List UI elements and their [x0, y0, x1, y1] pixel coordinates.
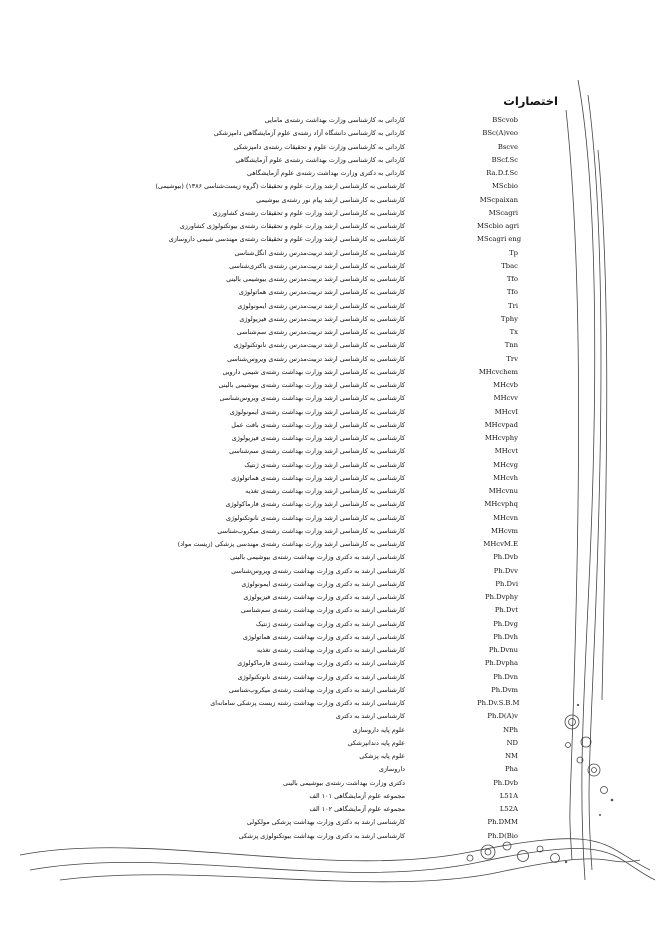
abbreviation-row [100, 194, 560, 207]
abbreviation-row [100, 220, 560, 233]
abbreviation-row [100, 671, 560, 684]
abbreviation-code: NM [505, 752, 518, 760]
abbreviation-row [100, 445, 560, 458]
abbreviation-row [100, 525, 560, 538]
abbreviation-code: Bscve [497, 142, 518, 151]
abbreviation-row [100, 578, 560, 591]
abbreviation-row [100, 631, 560, 644]
abbreviation-code: Ph.Dv.S.B.M [477, 699, 520, 707]
abbreviation-code: Tfo [506, 275, 518, 283]
abbreviation-definition: مجموعه علوم آزمایشگاهی ۱۰۱ الف [309, 791, 405, 800]
abbreviation-row [100, 207, 560, 220]
abbreviation-definition: کارشناسی به کارشناسی ارشد تربیت‌مدرس رشته‌ی بیوشیمی بالینی [226, 275, 405, 283]
abbreviation-row [100, 127, 560, 140]
abbreviation-definition: کارشناسی ارشد به دکتری وزارت بهداشت رشته‌ی سم‌شناسی [240, 606, 405, 615]
abbreviation-definition: کارشناسی به کارشناسی ارشد وزارت علوم و تحقیقات (گروه زیست‌شناسی ۱۳۸۶) (بیوشیمی) [155, 182, 405, 191]
abbreviation-definition: کارشناسی ارشد به دکتری وزارت بهداشت رشته‌ی بیوشیمی بالینی [230, 553, 405, 562]
abbreviation-definition: کارشناسی به کارشناسی ارشد وزارت بهداشت رشته‌ی ایمونولوژی [229, 407, 405, 416]
abbreviation-row [100, 472, 560, 485]
abbreviation-definition: کارشناسی به کارشناسی ارشد وزارت بهداشت رشته‌ی نانوتکنولوژی [226, 513, 405, 522]
abbreviation-row [100, 353, 560, 366]
abbreviation-code: BScvob [492, 116, 518, 124]
abbreviation-definition: کارشناسی ارشد به دکتری وزارت بهداشت بیوتکنولوژی پزشکی [238, 831, 405, 840]
abbreviation-row [100, 565, 560, 578]
abbreviation-code: Ph.Dvm [491, 685, 518, 694]
abbreviation-row [100, 604, 560, 617]
abbreviation-row [100, 498, 560, 511]
abbreviation-definition: داروسازی [378, 765, 405, 774]
abbreviation-definition: کارشناسی ارشد به دکتری وزارت بهداشت رشته‌ی نانوتکنولوژی [237, 672, 405, 681]
abbreviation-definition: کارشناسی به کارشناسی ارشد وزارت بهداشت رشته‌ی سم‌شناسی [229, 447, 405, 456]
abbreviation-row [100, 180, 560, 193]
abbreviation-definition: کارشناسی ارشد به دکتری وزارت بهداشت رشته زیست پزشکی سامانه‌ای [210, 699, 405, 707]
abbreviation-code: MHcvphq [484, 500, 518, 509]
abbreviation-row [100, 167, 560, 180]
abbreviation-code: Ph.Dvt [494, 606, 518, 615]
abbreviation-code: Ph.Dvphy [485, 593, 518, 601]
abbreviation-row [100, 803, 560, 816]
abbreviation-definition: کارشناسی به کارشناسی ارشد تربیت‌مدرس رشته‌ی سم‌شناسی [236, 328, 405, 336]
abbreviation-code: Tp [509, 248, 518, 257]
abbreviation-definition: کاردانی به کارشناسی دانشگاه آزاد رشته‌ی علوم آزمایشگاهی دامپزشکی [213, 129, 405, 138]
abbreviation-row [100, 273, 560, 286]
abbreviation-row [100, 339, 560, 352]
abbreviation-code: Ph.D(A)v [487, 712, 518, 721]
abbreviation-definition: کارشناسی به کارشناسی ارشد وزارت بهداشت رشته‌ی فیزیولوژی [231, 434, 405, 442]
abbreviation-code: Ph.D(Bio [487, 831, 518, 840]
abbreviation-code: MHcvt [494, 447, 518, 456]
abbreviation-definition: کارشناسی ارشد به دکتری وزارت بهداشت رشته‌ی تغذیه [256, 646, 405, 654]
abbreviation-code: MScagri [488, 208, 518, 217]
abbreviation-code: Ph.Dvv [493, 566, 518, 575]
abbreviation-definition: کارشناسی به کارشناسی ارشد تربیت‌مدرس رشته‌ی نانوتکنولوژی [233, 341, 405, 350]
abbreviation-code: Ph.Dvi [495, 579, 518, 588]
abbreviation-code: Ph.Dvb [493, 778, 518, 787]
abbreviation-definition: کارشناسی به کارشناسی ارشد پیام نور رشته‌ی بیوشیمی [256, 195, 405, 204]
abbreviation-code: MScpaixan [479, 195, 518, 204]
abbreviation-row [100, 247, 560, 260]
abbreviation-row [100, 485, 560, 498]
abbreviation-row [100, 777, 560, 790]
abbreviation-definition: کاردانی به کارشناسی وزارت بهداشت رشته‌ی علوم آزمایشگاهی [235, 155, 405, 164]
abbreviation-code: Tx [509, 328, 518, 336]
abbreviation-code: Ph.DMM [487, 818, 518, 827]
abbreviation-definition: کارشناسی ارشد به دکتری وزارت بهداشت رشته‌ی ایمونولوژی [241, 579, 405, 588]
abbreviation-definition: کارشناسی به کارشناسی ارشد تربیت‌مدرس رشته‌ی ایمونولوژی [237, 301, 405, 310]
abbreviation-code: Ph.Dvb [493, 553, 518, 562]
abbreviation-row [100, 141, 560, 154]
abbreviation-row [100, 286, 560, 299]
abbreviation-code: MHcvnu [488, 487, 518, 495]
abbreviation-code: Trv [506, 354, 518, 363]
abbreviation-code: Tfo [506, 288, 518, 297]
abbreviation-row [100, 790, 560, 803]
abbreviation-definition: کارشناسی به کارشناسی ارشد تربیت‌مدرس رشته‌ی فیزیولوژی [239, 314, 405, 323]
abbreviation-row [100, 684, 560, 697]
abbreviation-definition: کارشناسی به کارشناسی ارشد تربیت‌مدرس رشته‌ی انگل‌شناسی [234, 248, 405, 257]
abbreviation-code: MHcvn [493, 513, 518, 522]
abbreviation-code: ND [506, 738, 518, 747]
abbreviation-code: BSc(A)veo [482, 129, 518, 138]
abbreviation-row [100, 816, 560, 829]
abbreviation-list [100, 114, 560, 843]
abbreviation-definition: کارشناسی به کارشناسی ارشد وزارت بهداشت رشته‌ی ویروس‌شناسی [219, 394, 405, 403]
abbreviation-code: MHcvphy [484, 434, 518, 442]
abbreviation-row [100, 763, 560, 776]
abbreviation-definition: کارشناسی ارشد به دکتری وزارت بهداشت رشته‌ی میکروب‌شناسی [228, 685, 405, 694]
abbreviation-row [100, 260, 560, 273]
abbreviation-code: MScagri eng [477, 235, 522, 244]
abbreviation-code: MHcvv [493, 394, 518, 403]
abbreviation-code: MHcvg [493, 460, 518, 469]
abbreviation-definition: کارشناسی به کارشناسی ارشد وزارت علوم و تحقیقات رشته‌ی مهندسی شیمی داروسازی [168, 235, 405, 244]
abbreviation-definition: کارشناسی به کارشناسی ارشد تربیت‌مدرس رشته‌ی هماتولوژی [238, 288, 405, 297]
abbreviation-definition: کارشناسی به کارشناسی ارشد وزارت بهداشت رشته‌ی شیمی دارویی [222, 367, 405, 376]
abbreviation-definition: کارشناسی ارشد به دکتری [335, 712, 405, 721]
abbreviation-code: Ph.Dvg [493, 619, 518, 628]
abbreviation-row [100, 750, 560, 763]
abbreviation-row [100, 419, 560, 432]
abbreviation-row [100, 233, 560, 246]
abbreviation-code: MHcvpad [484, 420, 518, 429]
abbreviation-definition: کارشناسی به کارشناسی ارشد وزارت علوم و تحقیقات رشته‌ی بیوتکنولوژی کشاورزی [179, 222, 405, 230]
abbreviation-definition: کارشناسی به کارشناسی ارشد وزارت بهداشت رشته‌ی میکروب‌شناسی [217, 526, 405, 535]
abbreviation-row [100, 644, 560, 657]
abbreviation-row [100, 830, 560, 843]
abbreviation-row [100, 551, 560, 564]
abbreviation-definition: کارشناسی به کارشناسی ارشد وزارت بهداشت رشته‌ی فارماکولوژی [225, 500, 405, 509]
abbreviation-definition: کارشناسی ارشد به دکتری وزارت بهداشت رشته‌ی فیزیولوژی [243, 593, 405, 601]
abbreviation-row [100, 538, 560, 551]
abbreviation-row [100, 313, 560, 326]
abbreviation-definition: کارشناسی به کارشناسی ارشد وزارت علوم و تحقیقات رشته‌ی کشاورزی [212, 208, 405, 217]
abbreviation-code: MHcvm [491, 526, 518, 535]
abbreviation-code: NPh [503, 725, 518, 734]
abbreviation-definition: کاردانی به کارشناسی وزارت علوم و تحقیقات رشته‌ی دامپزشکی [233, 142, 405, 151]
abbreviation-row [100, 618, 560, 631]
abbreviation-row [100, 154, 560, 167]
abbreviation-definition: کارشناسی به کارشناسی ارشد وزارت بهداشت رشته‌ی ژنتیک [244, 460, 405, 469]
abbreviation-code: Tbac [501, 261, 518, 270]
abbreviation-definition: کارشناسی به کارشناسی ارشد وزارت بهداشت رشته‌ی هماتولوژی [231, 473, 405, 482]
abbreviation-row [100, 697, 560, 710]
abbreviation-row [100, 432, 560, 445]
abbreviation-code: MHcvchem [478, 367, 518, 376]
abbreviation-definition: کارشناسی ارشد به دکتری وزارت بهداشت رشته‌ی فارماکولوژی [237, 659, 405, 668]
abbreviation-row [100, 591, 560, 604]
abbreviation-row [100, 366, 560, 379]
abbreviation-code: L52A [499, 805, 518, 813]
abbreviation-definition: کارشناسی به کارشناسی ارشد تربیت‌مدرس رشته‌ی ویروس‌شناسی [227, 354, 405, 363]
abbreviation-code: Tnn [504, 341, 518, 350]
abbreviation-code: Pha [504, 765, 518, 774]
abbreviation-definition: دکتری وزارت بهداشت رشته‌ی بیوشیمی بالینی [282, 778, 405, 787]
abbreviation-definition: کارشناسی به کارشناسی ارشد وزارت بهداشت رشته‌ی تغذیه [245, 487, 405, 495]
abbreviation-code: MScbio [491, 182, 518, 191]
abbreviation-code: Ph.Dvnu [488, 646, 518, 654]
abbreviation-code: Ph.Dvpha [484, 659, 518, 668]
abbreviation-code: MHcvM.E [483, 540, 518, 548]
abbreviation-definition: کاردانی به دکتری وزارت بهداشت رشته‌ی علوم آزمایشگاهی [247, 169, 405, 177]
abbreviation-row [100, 114, 560, 127]
abbreviation-definition: کارشناسی ارشد به دکتری وزارت بهداشت رشته‌ی ویروس‌شناسی [231, 566, 405, 575]
abbreviation-row [100, 300, 560, 313]
abbreviation-definition: کارشناسی ارشد به دکتری وزارت بهداشت رشته‌ی ژنتیک [255, 619, 405, 628]
abbreviation-code: MScbio agri [477, 222, 520, 230]
abbreviation-definition: علوم پایه پزشکی [359, 752, 405, 760]
abbreviation-code: Tphy [500, 314, 518, 323]
abbreviation-definition: علوم پایه دندانپزشکی [347, 738, 405, 747]
abbreviation-code: Ph.Dvh [493, 632, 518, 641]
abbreviation-row [100, 459, 560, 472]
abbreviation-row [100, 724, 560, 737]
abbreviation-code: Tri [508, 301, 518, 310]
abbreviation-definition: کارشناسی ارشد به دکتری وزارت بهداشت رشته‌ی هماتولوژی [242, 632, 405, 641]
abbreviation-code: MHcvb [493, 381, 518, 389]
abbreviation-code: Ra.D.f.Sc [486, 169, 518, 177]
abbreviation-row [100, 392, 560, 405]
abbreviation-code: L51A [499, 791, 518, 800]
abbreviation-row [100, 710, 560, 723]
abbreviation-code: MHcvh [493, 473, 518, 482]
abbreviation-definition: کارشناسی به کارشناسی ارشد تربیت‌مدرس رشته‌ی باکتری‌شناسی [229, 261, 405, 270]
abbreviation-definition: کارشناسی به کارشناسی ارشد وزارت بهداشت رشته‌ی بیوشیمی بالینی [218, 381, 405, 389]
abbreviation-definition: کارشناسی ارشد به دکتری وزارت بهداشت پزشکی مولکولی [246, 818, 405, 827]
abbreviation-definition: علوم پایه داروسازی [352, 725, 405, 734]
abbreviation-definition: کارشناسی به کارشناسی ارشد وزارت بهداشت رشته‌ی مهندسی پزشکی (زیست مواد) [177, 540, 405, 548]
abbreviation-code: Ph.Dvn [493, 672, 518, 681]
abbreviation-row [100, 657, 560, 670]
abbreviation-row [100, 512, 560, 525]
abbreviation-definition: مجموعه علوم آزمایشگاهی ۱۰۲ الف [309, 805, 405, 813]
abbreviation-row [100, 379, 560, 392]
abbreviation-row [100, 737, 560, 750]
abbreviation-code: BScf.Sc [491, 155, 518, 164]
page-title: اختصارات [503, 94, 558, 108]
abbreviation-definition: کاردانی به کارشناسی وزارت بهداشت رشته‌ی مامایی [264, 116, 405, 124]
abbreviation-code: MHcvI [494, 407, 518, 416]
abbreviation-definition: کارشناسی به کارشناسی ارشد وزارت بهداشت رشته‌ی بافت عمل [231, 420, 405, 429]
abbreviation-row [100, 326, 560, 339]
abbreviation-row [100, 406, 560, 419]
